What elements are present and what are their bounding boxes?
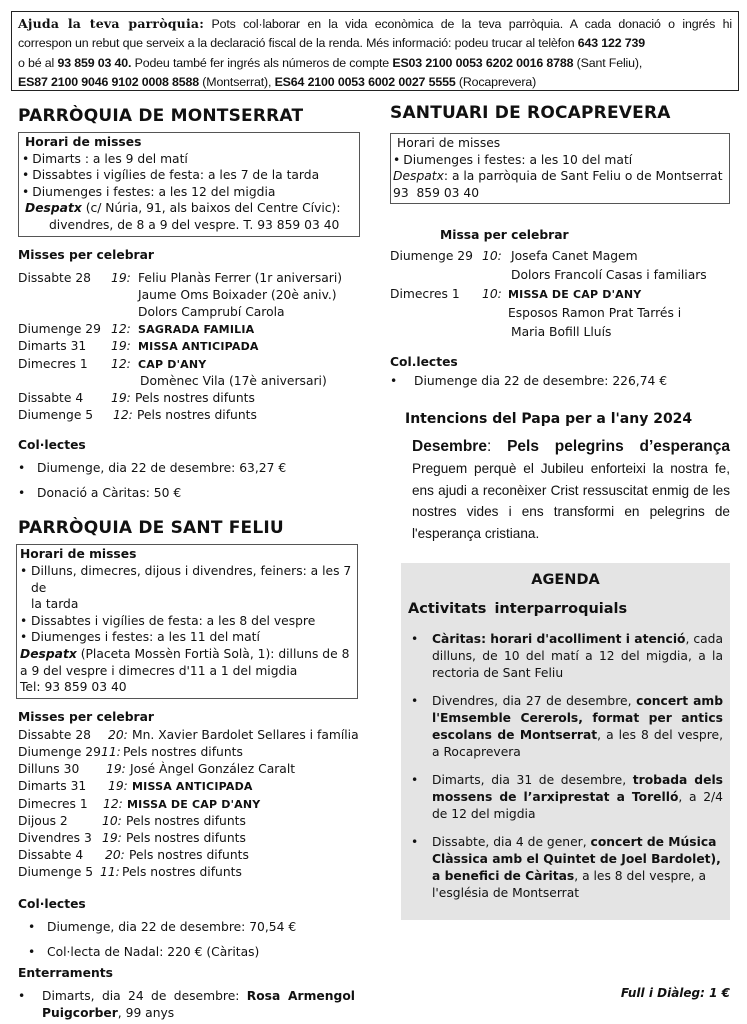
agenda-item: • Dissabte, dia 4 de gener, concert de Música Clàssica amb el Quintet de Joel Bardolet), a benefici de Càritas, a les 8 del vespre, a l'església de Montserrat [411, 835, 721, 900]
mass-row: Dijous 2 10: Pels nostres difunts [18, 813, 246, 828]
schedule-item: la tarda [31, 597, 79, 612]
collection-item: • Diumenge dia 22 de desembre: 226,74 € [390, 374, 668, 389]
despatx-hours: a 9 del vespre i dimecres d'11 a 1 del migdia [20, 663, 298, 678]
telephone: Tel: 93 859 03 40 [20, 680, 127, 695]
mass-row: Dimarts 31 19: MISSA ANTICIPADA [18, 339, 259, 354]
collections-title: Col·lectes [18, 438, 86, 453]
montserrat-collections [18, 460, 360, 502]
sant-feliu-masses-list [18, 727, 360, 882]
price-footer: Full i Diàleg: 1 € [620, 986, 730, 1000]
collection-item: • Donació a Càritas: 50 € [18, 486, 182, 501]
pope-intentions [405, 408, 730, 544]
phone-1: 643 122 739 [577, 36, 646, 51]
rocaprevera-collections [390, 373, 730, 390]
despatx-hours: divendres, de 8 a 9 del vespre. T. 93 859 03 40 [49, 217, 340, 232]
pope-intentions-title: Intencions del Papa per a l'any 2024 [405, 411, 693, 427]
schedule-head: Horari de misses [20, 547, 137, 562]
despatx-info: Despatx: a la parròquia de Sant Feliu o de Montserrat [393, 169, 723, 184]
mass-row: Jaume Oms Boixader (20è aniv.) [138, 287, 337, 302]
mass-row: Dimecres 1 12: MISSA DE CAP D'ANY [18, 796, 261, 811]
schedule-item: • Dissabtes i vigílies de festa: a les 7 de la tarda [22, 167, 355, 184]
agenda-item: • Dimarts, dia 31 de desembre, trobada dels mossens de l’arxiprestat a Torelló, a 2/4 de 12 del migdia [411, 773, 723, 821]
despatx-info: Despatx (c/ Núria, 91, als baixos del Centre Cívic): [25, 201, 341, 216]
schedule-item: Dissabtes i vigílies de festa: a les 8 del vespre [31, 613, 316, 628]
rocaprevera-title: SANTUARI DE ROCAPREVERA [390, 103, 671, 123]
schedule-item: • Diumenges i festes: a les 12 del migdia [22, 184, 355, 201]
mass-row: Diumenge 5 12: Pels nostres difunts [18, 408, 257, 423]
montserrat-schedule-box [18, 132, 360, 237]
agenda-title: AGENDA [531, 572, 600, 588]
account-montserrat: ES87 2100 9046 9102 0008 8588 [18, 74, 199, 89]
sant-feliu-collections [18, 919, 360, 961]
right-column [390, 100, 730, 390]
schedule-item: Dilluns, dimecres, dijous i divendres, feiners: a les 7 de [31, 563, 352, 595]
agenda-item: • Càritas: horari d'acolliment i atenció, cada dilluns, de 10 del matí a 12 del migdia, a la rectoria de Sant Feliu [411, 632, 723, 680]
mass-row: Divendres 3 19: Pels nostres difunts [18, 830, 246, 845]
collection-item: • Diumenge, dia 22 de desembre: 70,54 € [28, 919, 297, 934]
mass-row: Dolors Francolí Casas i familiars [511, 268, 707, 283]
agenda-box [401, 563, 730, 920]
mass-row: Dissabte 28 19: Feliu Planàs Ferrer (1r aniversari) [18, 270, 343, 285]
mass-row: Maria Bofill Lluís [511, 325, 612, 340]
mass-row: Esposos Ramon Prat Tarrés i [508, 306, 682, 321]
telephone: 93 859 03 40 [393, 185, 480, 200]
montserrat-masses-list [18, 270, 360, 425]
donation-line-4: ES87 2100 9046 9102 0008 8588 (Montserrat), ES64 2100 0053 6002 0027 5555 (Rocaprevera) [18, 74, 537, 89]
donation-line-3: o bé al 93 859 03 40. Podeu també fer ingrés als números de compte ES03 2100 0053 6202 0016 8788 (Sant Feliu), [18, 55, 643, 70]
collection-item: • Col·lecta de Nadal: 220 € (Càritas) [28, 944, 260, 959]
montserrat-title: PARRÒQUIA DE MONTSERRAT [18, 106, 304, 126]
schedule-item: • Dimarts : a les 9 del matí [22, 151, 355, 168]
donation-info-box [11, 11, 739, 91]
mass-row: Dimecres 1 10: MISSA DE CAP D'ANY [390, 287, 642, 302]
mass-row: Diumenge 29 11: Pels nostres difunts [18, 744, 243, 759]
schedule-head: Horari de misses [25, 135, 142, 149]
mass-row: Diumenge 5 11: Pels nostres difunts [18, 865, 242, 880]
mass-row: Dimarts 31 19: MISSA ANTICIPADA [18, 779, 253, 794]
despatx-info: Despatx (Placeta Mossèn Fortià Solà, 1): dilluns de 8 [20, 646, 350, 661]
schedule-item: Diumenges i festes: a les 11 del matí [31, 630, 260, 645]
collection-item: • Diumenge, dia 22 de desembre: 63,27 € [18, 461, 287, 476]
mass-row: Dolors Camprubí Carola [138, 304, 285, 319]
masses-title: Missa per celebrar [440, 228, 569, 243]
agenda-item: • Divendres, dia 27 de desembre, concert amb l'Emsemble Cererols, format per antics escolans de Montserrat, a les 8 del vespre, a Rocaprevera [411, 694, 723, 759]
masses-title: Misses per celebrar [18, 709, 154, 724]
mass-row: Dilluns 30 19: José Àngel González Caralt [18, 762, 296, 777]
sant-feliu-schedule-box: Horari de misses • Dilluns, dimecres, dijous i divendres, feiners: a les 7 de la tarda • Dissabtes i vigílies de festa: a les 8 del vespre • Diumenges i festes: a les 11 del matí Despatx (Placeta Mossèn Fortià Solà, 1): dilluns de 8 a 9 del vespre i dimecres d'11 a 1 del migdia Tel: 93 859 03 40 [16, 544, 358, 698]
collections-title: Col·lectes [18, 896, 86, 911]
agenda-subtitle: Activitats interparroquials [408, 601, 628, 617]
schedule-item: • Diumenges i festes: a les 10 del matí [393, 152, 725, 169]
pope-intention-heading: Desembre: Pels pelegrins d’esperança [412, 438, 730, 455]
mass-row: Dissabte 4 20: Pels nostres difunts [18, 848, 249, 863]
donation-lead: Ajuda la teva parròquia: [18, 16, 205, 31]
funeral-item: • Dimarts, dia 24 de desembre: Rosa Armengol Puigcorber, 99 anys [18, 988, 355, 1020]
schedule-head: Horari de misses [397, 136, 501, 150]
mass-row: Dissabte 4 19: Pels nostres difunts [18, 390, 255, 405]
masses-title: Misses per celebrar [18, 247, 154, 262]
mass-row: Diumenge 29 10: Josefa Canet Magem [390, 249, 638, 264]
account-sant-feliu: ES03 2100 0053 6202 0016 8788 [392, 55, 574, 70]
sant-feliu-title: PARRÒQUIA DE SANT FELIU [18, 518, 284, 539]
collections-title: Col.lectes [390, 355, 458, 370]
rocaprevera-masses-list [390, 247, 730, 342]
donation-line-1: Ajuda la teva parròquia: Pots col·laborar en la vida econòmica de la teva parròquia. A cada donació o ingrés hi [18, 16, 732, 31]
funerals-title: Enterraments [18, 965, 113, 980]
funerals-list [18, 988, 360, 1022]
rocaprevera-schedule-box [390, 133, 730, 204]
donation-line-2: correspon un rebut que serveix a la declaració fiscal de la renda. Més informació: podeu trucar al telèfon 643 122 739 [18, 36, 646, 51]
mass-row: Diumenge 29 12: SAGRADA FAMILIA [18, 322, 255, 337]
mass-row: Dimecres 1 12: CAP D'ANY [18, 356, 207, 371]
account-rocaprevera: ES64 2100 0053 6002 0027 5555 [274, 74, 456, 89]
mass-row: Domènec Vila (17è aniversari) [140, 373, 327, 388]
phone-2: 93 859 03 40. [57, 55, 132, 70]
left-column [18, 100, 360, 1022]
pope-intention-body: Preguem perquè el Jubileu enforteixi la nostra fe, ens ajudi a reconèixer Crist ressuscitat enmig de les nostres vides i ens transformi en pelegrins de l'esperança cristiana. [412, 461, 730, 541]
mass-row: Dissabte 28 20: Mn. Xavier Bardolet Sellares i família [18, 727, 359, 742]
